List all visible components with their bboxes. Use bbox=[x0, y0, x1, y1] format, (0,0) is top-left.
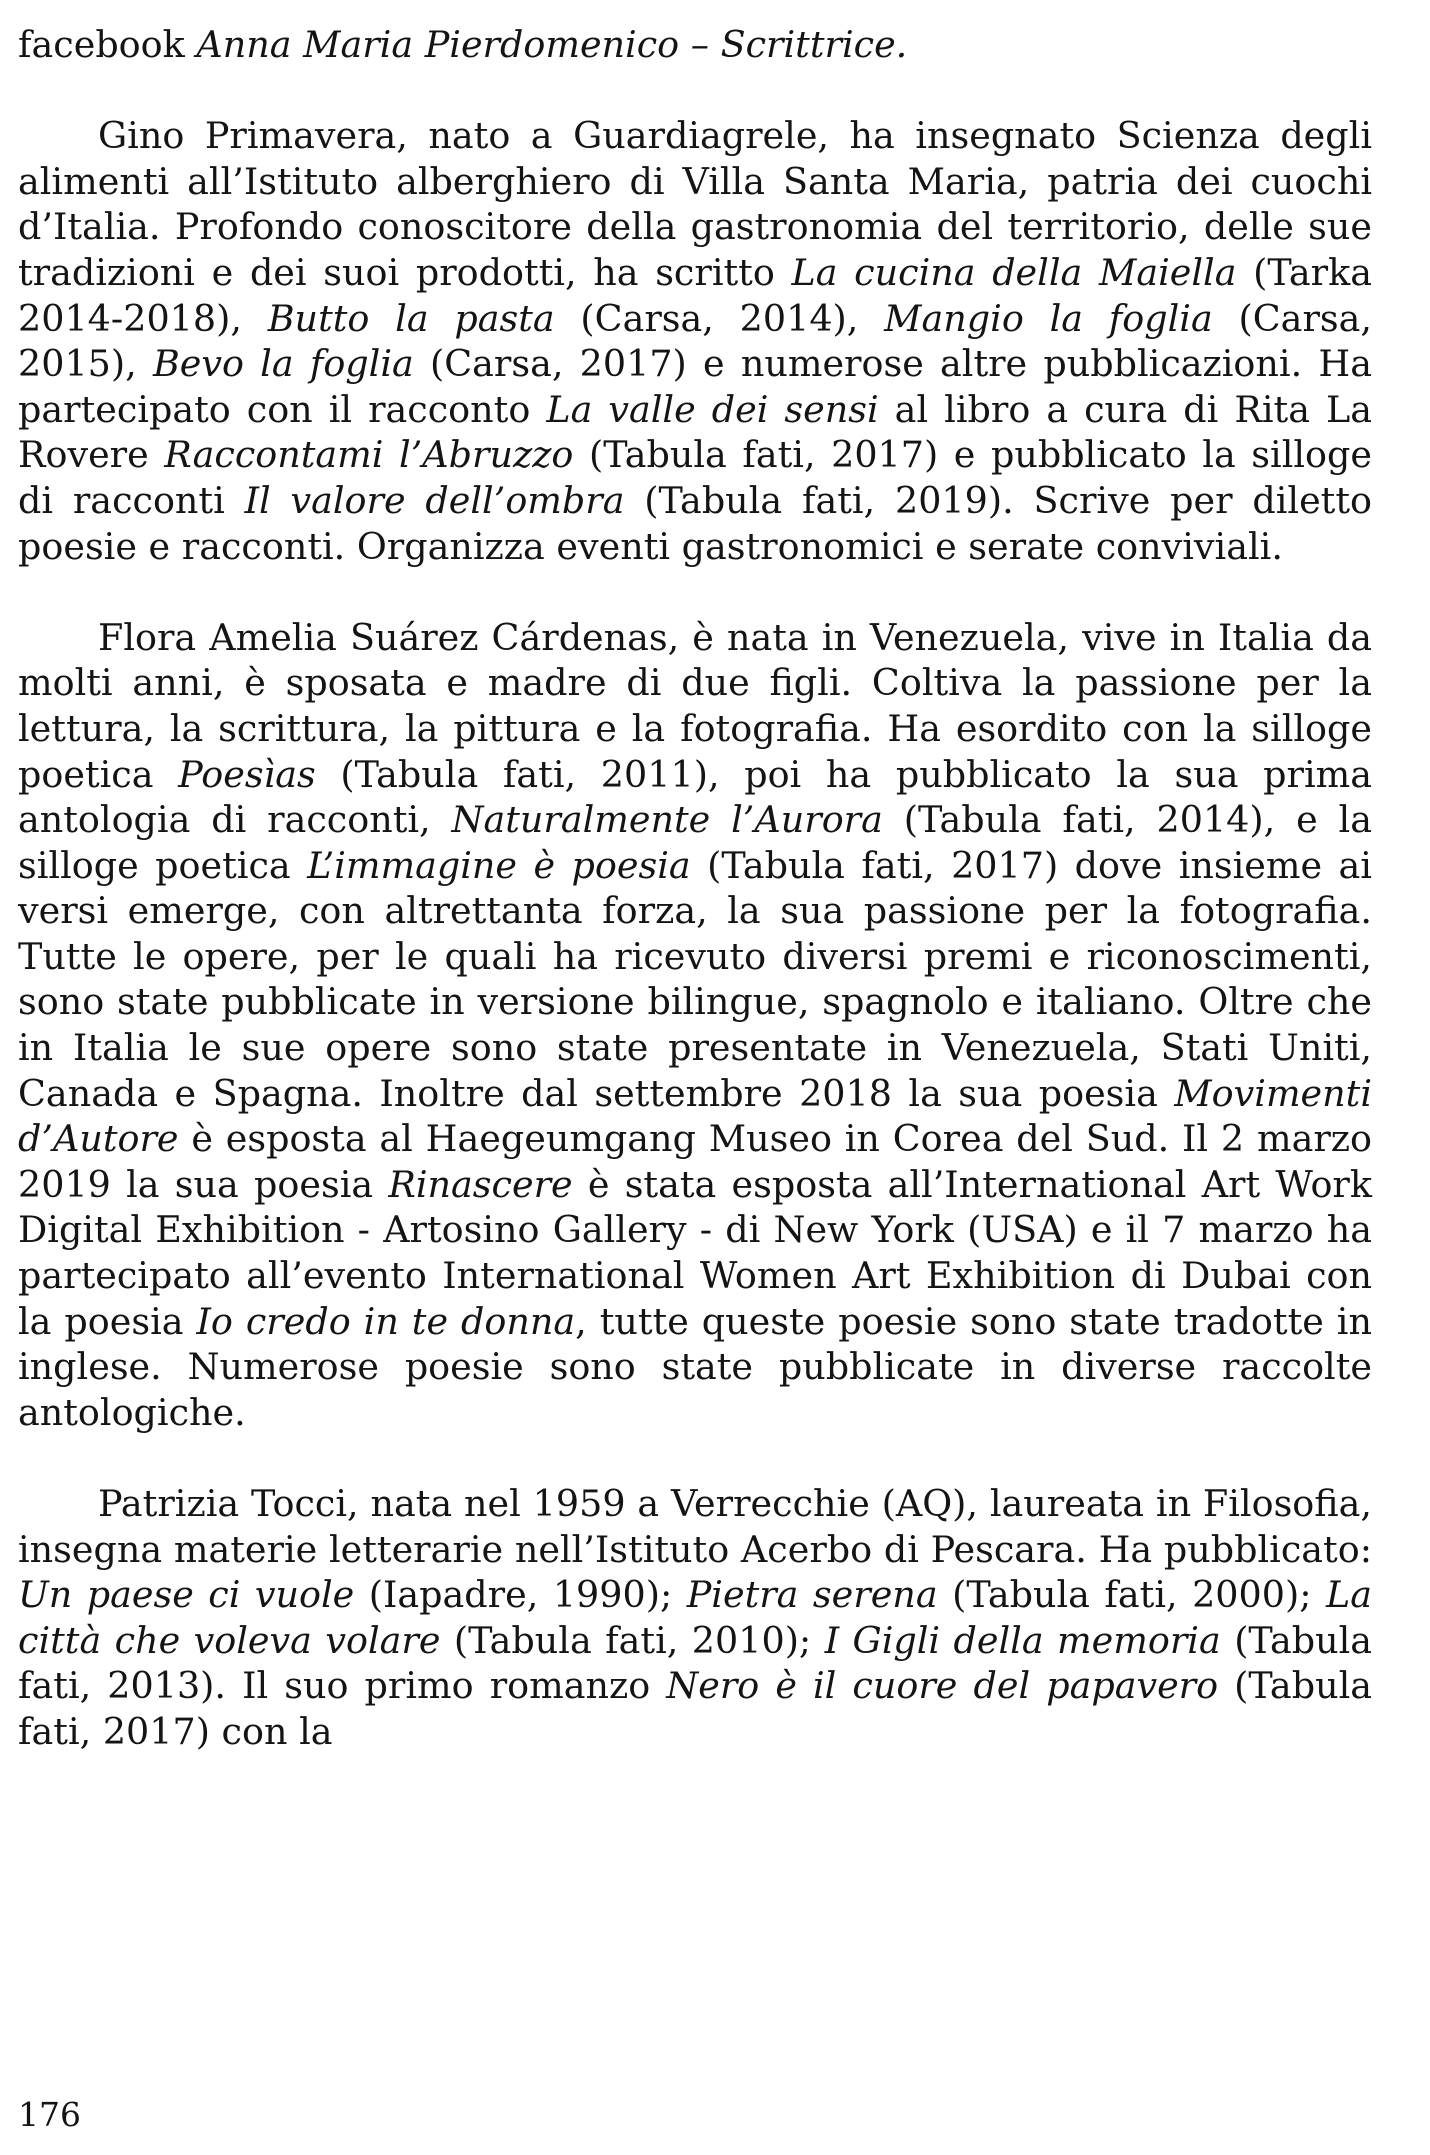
text-run: (Carsa, 2014), bbox=[554, 296, 885, 340]
italic-text-run: Pietra serena bbox=[686, 1573, 938, 1617]
text-run: (Tabula fati, 2000); bbox=[937, 1573, 1326, 1617]
italic-text-run: Il valore dell’ombra bbox=[244, 478, 625, 522]
page-body bbox=[18, 22, 1372, 1755]
italic-text-run: Naturalmente l’Aurora bbox=[451, 798, 883, 842]
text-run: (Tabula fati, 2019). Scrive per diletto poesie e racconti. Organizza eventi gastronomici e serate conviviali. bbox=[18, 478, 1372, 568]
text-run: , tutte queste poesie sono state tradotte in inglese. Numerose poesie sono state pubblicate in diverse raccolte antologiche. bbox=[18, 1299, 1372, 1434]
paragraph-flora-suarez bbox=[18, 615, 1372, 1436]
italic-text-run: La cucina della Maiella bbox=[791, 250, 1237, 294]
text-run: (Tabula fati, 2010); bbox=[440, 1618, 825, 1662]
paragraph-patrizia-tocci bbox=[18, 1481, 1372, 1755]
paragraph-gap bbox=[18, 68, 1372, 114]
italic-text-run: Nero è il cuore del papavero bbox=[666, 1664, 1219, 1708]
italic-text-run: Io credo in te donna bbox=[196, 1299, 576, 1343]
text-run: (Carsa, 2017) e numerose altre pubblicazioni. Ha partecipato con il racconto bbox=[18, 342, 1372, 431]
text-run: (Tabula fati, 2014), e la silloge poetica bbox=[18, 798, 1372, 887]
text-run: è esposta al Haegeumgang Museo in Corea del Sud. Il 2 marzo 2019 la sua poesia bbox=[18, 1117, 1372, 1206]
text-run: Flora Amelia Suárez Cárdenas, è nata in Venezuela, vive in Italia da molti anni, è sposata e madre di due figli. Coltiva la passione per la lettura, la scrittura, la pittura e la fotografia. Ha esordito con la silloge poetica bbox=[18, 615, 1372, 796]
text-run: (Tarka 2014-2018), bbox=[18, 250, 1373, 340]
italic-text-run: L’immagine è poesia bbox=[307, 843, 691, 887]
italic-text-run: Rinascere bbox=[388, 1162, 573, 1206]
italic-text-run: Bevo la foglia bbox=[152, 342, 414, 386]
italic-text-run: Mangio la foglia bbox=[884, 296, 1213, 340]
italic-text-run: La valle dei sensi bbox=[546, 387, 879, 431]
text-run: è stata esposta all’International Art Work Digital Exhibition - Artosino Gallery - di New York (USA) e il 7 marzo ha partecipato all’evento International Women Art Exhibition di Dubai con la poesia bbox=[18, 1162, 1372, 1343]
italic-text-run: Butto la pasta bbox=[267, 296, 555, 340]
italic-text-run: Poesìas bbox=[178, 752, 316, 796]
text-run: (Tabula fati, 2017) dove insieme ai versi emerge, con altrettanta forza, la sua passione per la fotografia. Tutte le opere, per le quali ha ricevuto diversi premi e riconoscimenti, sono state pubblicate in versione bilingue, spagnolo e italiano. Oltre che in Italia le sue opere sono state presentate in Venezuela, Stati Uniti, Canada e Spagna. Inoltre dal settembre 2018 la sua poesia bbox=[18, 843, 1372, 1115]
text-run: (Tabula fati, 2011), poi ha pubblicato la sua prima antologia di racconti, bbox=[18, 752, 1372, 842]
page-number: 176 bbox=[18, 2095, 81, 2134]
text-run: (Iapadre, 1990); bbox=[354, 1573, 687, 1617]
text-run: (Tabula fati, 2017) con la bbox=[18, 1664, 1373, 1753]
text-run: (Tabula fati, 2017) e pubblicato la silloge di racconti bbox=[18, 433, 1372, 522]
paragraph-gap bbox=[18, 569, 1372, 615]
italic-text-run: Raccontami l’Abruzzo bbox=[164, 433, 574, 477]
text-run: Gino Primavera, nato a Guardiagrele, ha insegnato Scienza degli alimenti all’Istituto alberghiero di Villa Santa Maria, patria dei cuochi d’Italia. Profondo conoscitore della gastronomia del territorio, delle sue tradizioni e dei suoi prodotti, ha scritto bbox=[18, 114, 1372, 294]
paragraph-gino-primavera bbox=[18, 113, 1372, 569]
text-run: al libro a cura di Rita La Rovere bbox=[18, 387, 1372, 477]
text-run: Patrizia Tocci, nata nel 1959 a Verrecchie (AQ), laureata in Filosofia, insegna materie letterarie nell’Istituto Acerbo di Pescara. Ha pubblicato: bbox=[18, 1482, 1372, 1571]
italic-text-run: Anna Maria Pierdomenico – Scrittrice. bbox=[196, 23, 908, 66]
italic-text-run: Movimenti d’Autore bbox=[18, 1071, 1372, 1161]
paragraph-gap bbox=[18, 1435, 1372, 1481]
italic-text-run: La città che voleva volare bbox=[18, 1573, 1372, 1662]
text-run: (Tabula fati, 2013). Il suo primo romanzo bbox=[18, 1618, 1373, 1708]
text-run: (Carsa, 2015), bbox=[18, 296, 1372, 386]
text-run: facebook bbox=[18, 23, 197, 66]
italic-text-run: Un paese ci vuole bbox=[18, 1573, 355, 1617]
italic-text-run: I Gigli della memoria bbox=[824, 1618, 1221, 1662]
paragraph-facebook-credit bbox=[18, 22, 1372, 68]
